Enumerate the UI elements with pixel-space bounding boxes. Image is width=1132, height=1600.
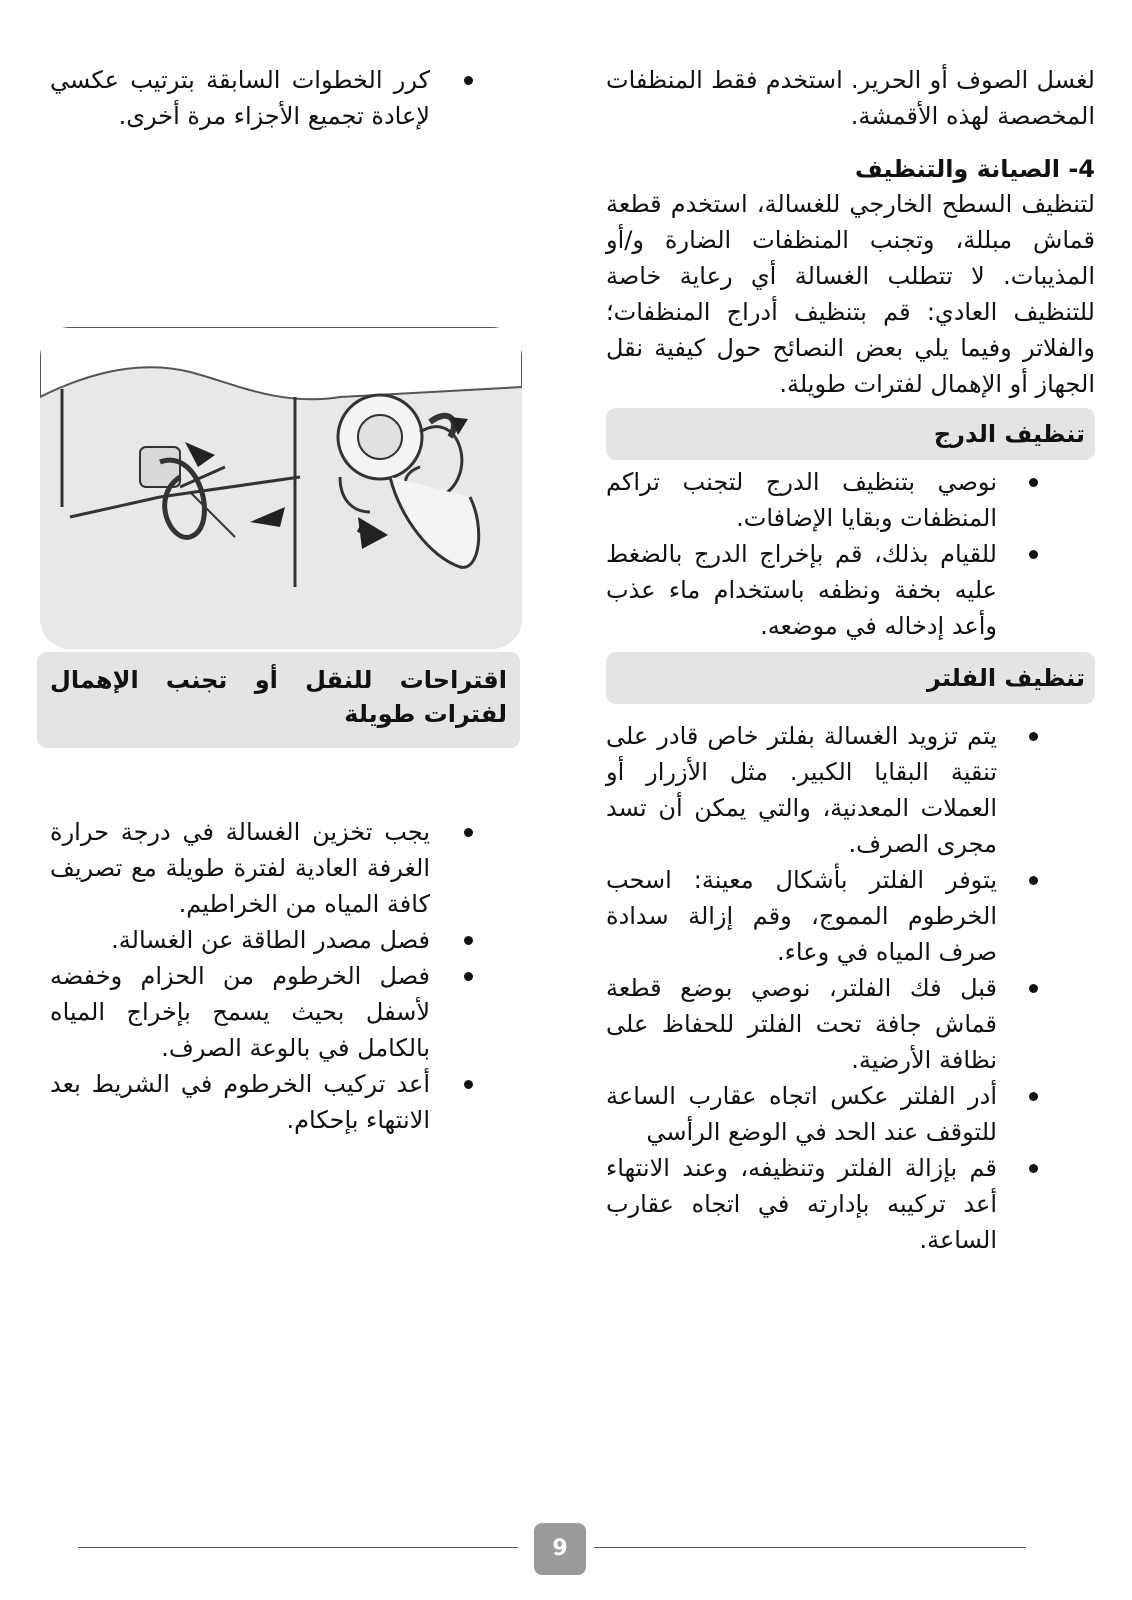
transport-item: يجب تخزين الغسالة في درجة حرارة الغرفة العادية لفترة طويلة مع تصريف كافة المياه من الخراطيم. <box>50 814 430 922</box>
filter-heading-bar <box>606 652 1095 704</box>
filter-item: يتوفر الفلتر بأشكال معينة: اسحب الخرطوم المموج، وقم إزالة سدادة صرف المياه في وعاء. <box>606 862 1095 970</box>
transport-heading-bar <box>37 652 520 748</box>
footer-rule-right <box>594 1547 1026 1548</box>
transport-item: أعد تركيب الخرطوم في الشريط بعد الانتهاء بإحكام. <box>50 1066 430 1138</box>
right-column <box>606 62 1095 1258</box>
drawer-item: نوصي بتنظيف الدرج لتجنب تراكم المنظفات وبقايا الإضافات. <box>606 464 1095 536</box>
drawer-heading: تنظيف الدرج <box>933 420 1085 448</box>
transport-list <box>50 814 430 1138</box>
page-number: 9 <box>534 1523 586 1575</box>
maintenance-heading: 4- الصيانة والتنظيف <box>854 155 1095 183</box>
maintenance-body: لتنظيف السطح الخارجي للغسالة، استخدم قطعة قماش مبللة، وتجنب المنظفات الضارة و/أو المذيبات. لا تتطلب الغسالة أي رعاية خاصة للتنظيف العادي: قم بتنظيف أدراج المنظفات؛ والفلاتر وفيما يلي بعض النصائح حول كيفية نقل الجهاز أو الإهمال لفترات طويلة. <box>606 190 1095 398</box>
reassemble-list <box>50 62 430 134</box>
intro-text: لغسل الصوف أو الحرير. استخدم فقط المنظفات المخصصة لهذه الأقمشة. <box>606 66 1095 130</box>
filter-item: أدر الفلتر عكس اتجاه عقارب الساعة للتوقف عند الحد في الوضع الرأسي <box>606 1078 1095 1150</box>
filter-item: يتم تزويد الغسالة بفلتر خاص قادر على تنقية البقايا الكبير. مثل الأزرار أو العملات المعدنية، والتي يمكن أن تسد مجرى الصرف. <box>606 718 1095 862</box>
transport-item: فصل الخرطوم من الحزام وخفضه لأسفل بحيث يسمح بإخراج المياه بالكامل في بالوعة الصرف. <box>50 958 430 1066</box>
drawer-item: للقيام بذلك، قم بإخراج الدرج بالضغط عليه بخفة ونظفه باستخدام ماء عذب وأعد إدخاله في موضعه. <box>606 536 1095 644</box>
transport-heading: اقتراحات للنقل أو تجنب الإهمال لفترات طويلة <box>50 666 507 728</box>
filter-item: قم بإزالة الفلتر وتنظيفه، وعند الانتهاء أعد تركيبه بإدارته في اتجاه عقارب الساعة. <box>606 1150 1095 1258</box>
washer-filter-drawing <box>40 327 522 649</box>
drawer-heading-bar <box>606 408 1095 460</box>
filter-list <box>606 718 1095 1258</box>
drawer-list <box>606 464 1095 644</box>
reassemble-item: كرر الخطوات السابقة بترتيب عكسي لإعادة تجميع الأجزاء مرة أخرى. <box>50 62 430 134</box>
transport-item: فصل مصدر الطاقة عن الغسالة. <box>50 922 430 958</box>
filter-removal-illustration <box>40 327 522 649</box>
filter-item: قبل فك الفلتر، نوصي بوضع قطعة قماش جافة تحت الفلتر للحفاظ على نظافة الأرضية. <box>606 970 1095 1078</box>
left-column-bottom <box>50 814 430 1138</box>
left-column-top <box>50 62 430 134</box>
filter-heading: تنظيف الفلتر <box>927 664 1085 692</box>
footer-rule-left <box>78 1547 518 1548</box>
